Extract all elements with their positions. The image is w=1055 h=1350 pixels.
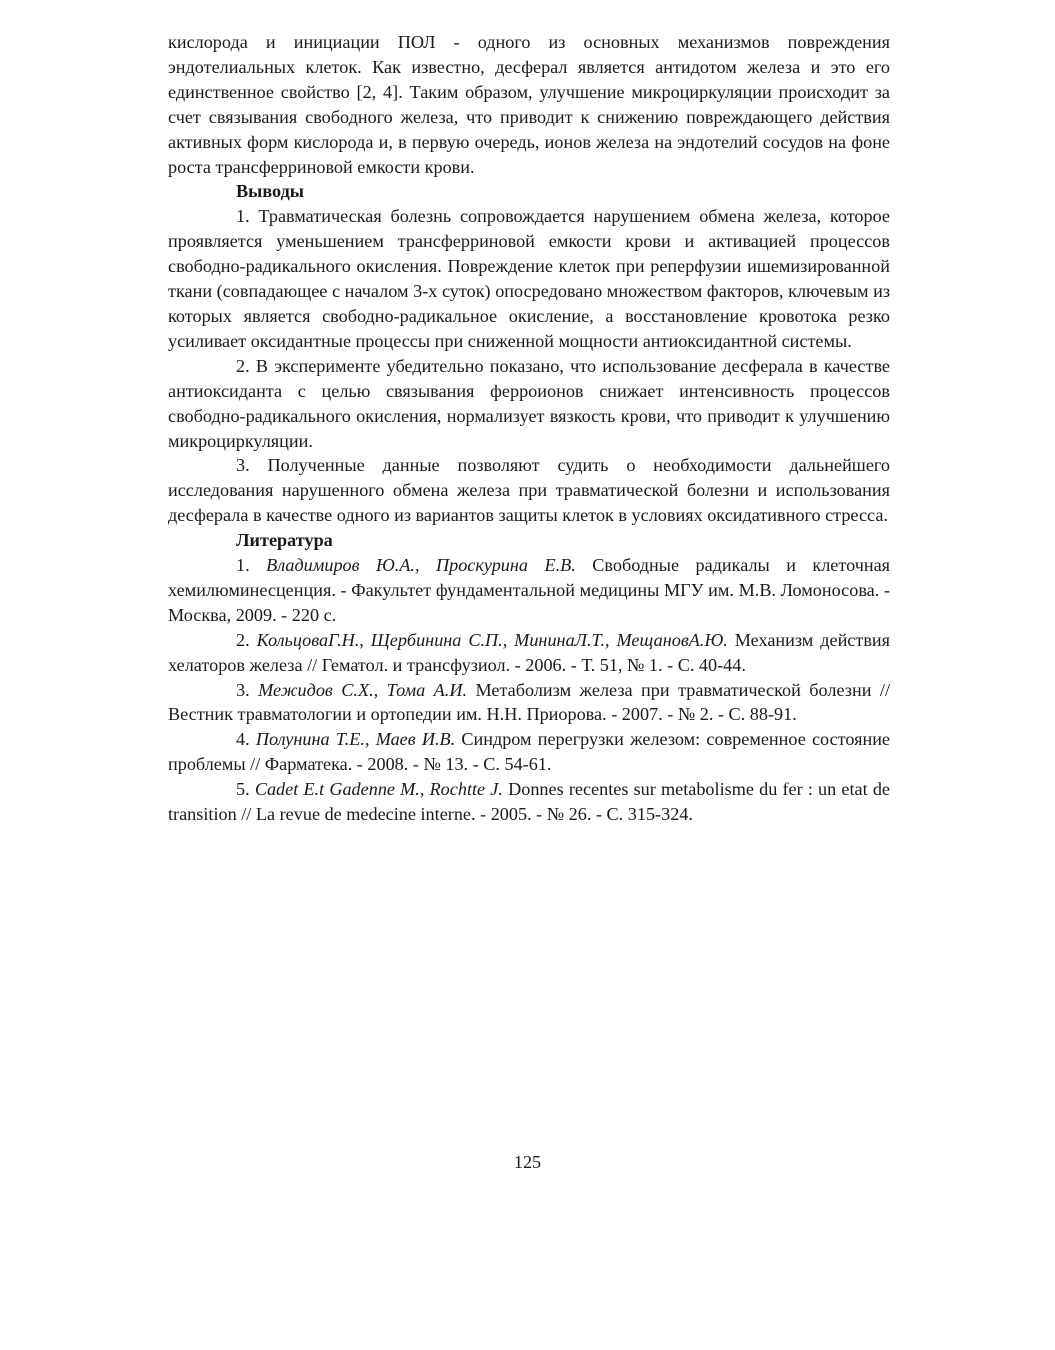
reference-text: Donnes recentes sur metabolisme du fer : un etat de transition // La revue de medecine interne. - 2005. - № 26. - С. 315-324. xyxy=(168,779,891,825)
reference-text: Синдром перегрузки железом: современное состояние проблемы // Фарматека. - 2008. - № 13. - С. 54-61. xyxy=(168,729,891,775)
reference-item xyxy=(168,727,890,777)
reference-authors: Владимиров Ю.А., Проскурина Е.В. xyxy=(266,555,576,576)
reference-text: Метаболизм железа при травматической болезни // Вестник травматологии и ортопедии им. Н.Н. Приорова. - 2007. - № 2. - С. 88-91. xyxy=(168,679,891,725)
reference-text: Механизм действия хелаторов железа // Гематол. и трансфузиол. - 2006. - Т. 51, № 1. - С. 40-44. xyxy=(168,629,891,675)
conclusion-item: 2. В эксперименте убедительно показано, что использование десферала в качестве антиоксиданта с целью связывания ферроионов снижает интенсивность процессов свободно-радикального окисления, нормализует вязкость крови, что приводит к улучшению микроциркуляции. xyxy=(168,355,890,451)
reference-item xyxy=(168,678,890,728)
reference-item xyxy=(168,628,890,678)
conclusions-heading: Выводы xyxy=(236,181,304,202)
reference-number: 5. xyxy=(236,779,250,800)
reference-item xyxy=(168,553,890,628)
reference-authors: Межидов С.Х., Тома А.И. xyxy=(258,679,468,700)
reference-number: 2. xyxy=(236,629,250,650)
reference-text: Свободные радикалы и клеточная хемилюминесценция. - Факультет фундаментальной медицины МГУ им. М.В. Ломоносова. - Москва, 2009. - 220 с. xyxy=(168,555,891,625)
conclusion-item: 1. Травматическая болезнь сопровождается нарушением обмена железа, которое проявляется уменьшением трансферриновой емкости крови и активацией процессов свободно-радикального окисления. Повреждение клеток при реперфузии ишемизированной ткани (совпадающее с началом 3-х суток) опосредовано множеством факторов, ключевым из которых является свободно-радикальное окисление, а восстановление кровотока резко усиливает оксидантные процессы при сниженной мощности антиоксидантной системы. xyxy=(168,206,890,351)
reference-number: 1. xyxy=(236,555,250,576)
page-number: 125 xyxy=(513,1152,542,1172)
body-text xyxy=(168,30,890,827)
references-heading: Литература xyxy=(236,530,333,551)
reference-authors: Cadet E.t Gadenne M., Rochtte J. xyxy=(254,779,503,800)
reference-number: 4. xyxy=(236,729,250,750)
intro-paragraph: кислорода и инициации ПОЛ - одного из основных механизмов повреждения эндотелиальных клеток. Как известно, десферал является антидотом железа и это его единственное свойство [2, 4]. Таким образом, улучшение микроциркуляции происходит за счет связывания свободного железа, что приводит к снижению повреждающего действия активных форм кислорода и, в первую очередь, ионов железа на эндотелий сосудов на фоне роста трансферриновой емкости крови. xyxy=(168,32,890,177)
reference-authors: КольцоваГ.Н., Щербинина С.П., МининаЛ.Т., МещановА.Ю. xyxy=(256,629,728,650)
reference-item xyxy=(168,777,890,827)
conclusion-item: 3. Полученные данные позволяют судить о необходимости дальнейшего исследования нарушенного обмена железа при травматической болезни и использования десферала в качестве одного из вариантов защиты клеток в условиях оксидативного стресса. xyxy=(168,455,890,526)
reference-number: 3. xyxy=(236,679,250,700)
reference-authors: Полунина Т.Е., Маев И.В. xyxy=(255,729,456,750)
